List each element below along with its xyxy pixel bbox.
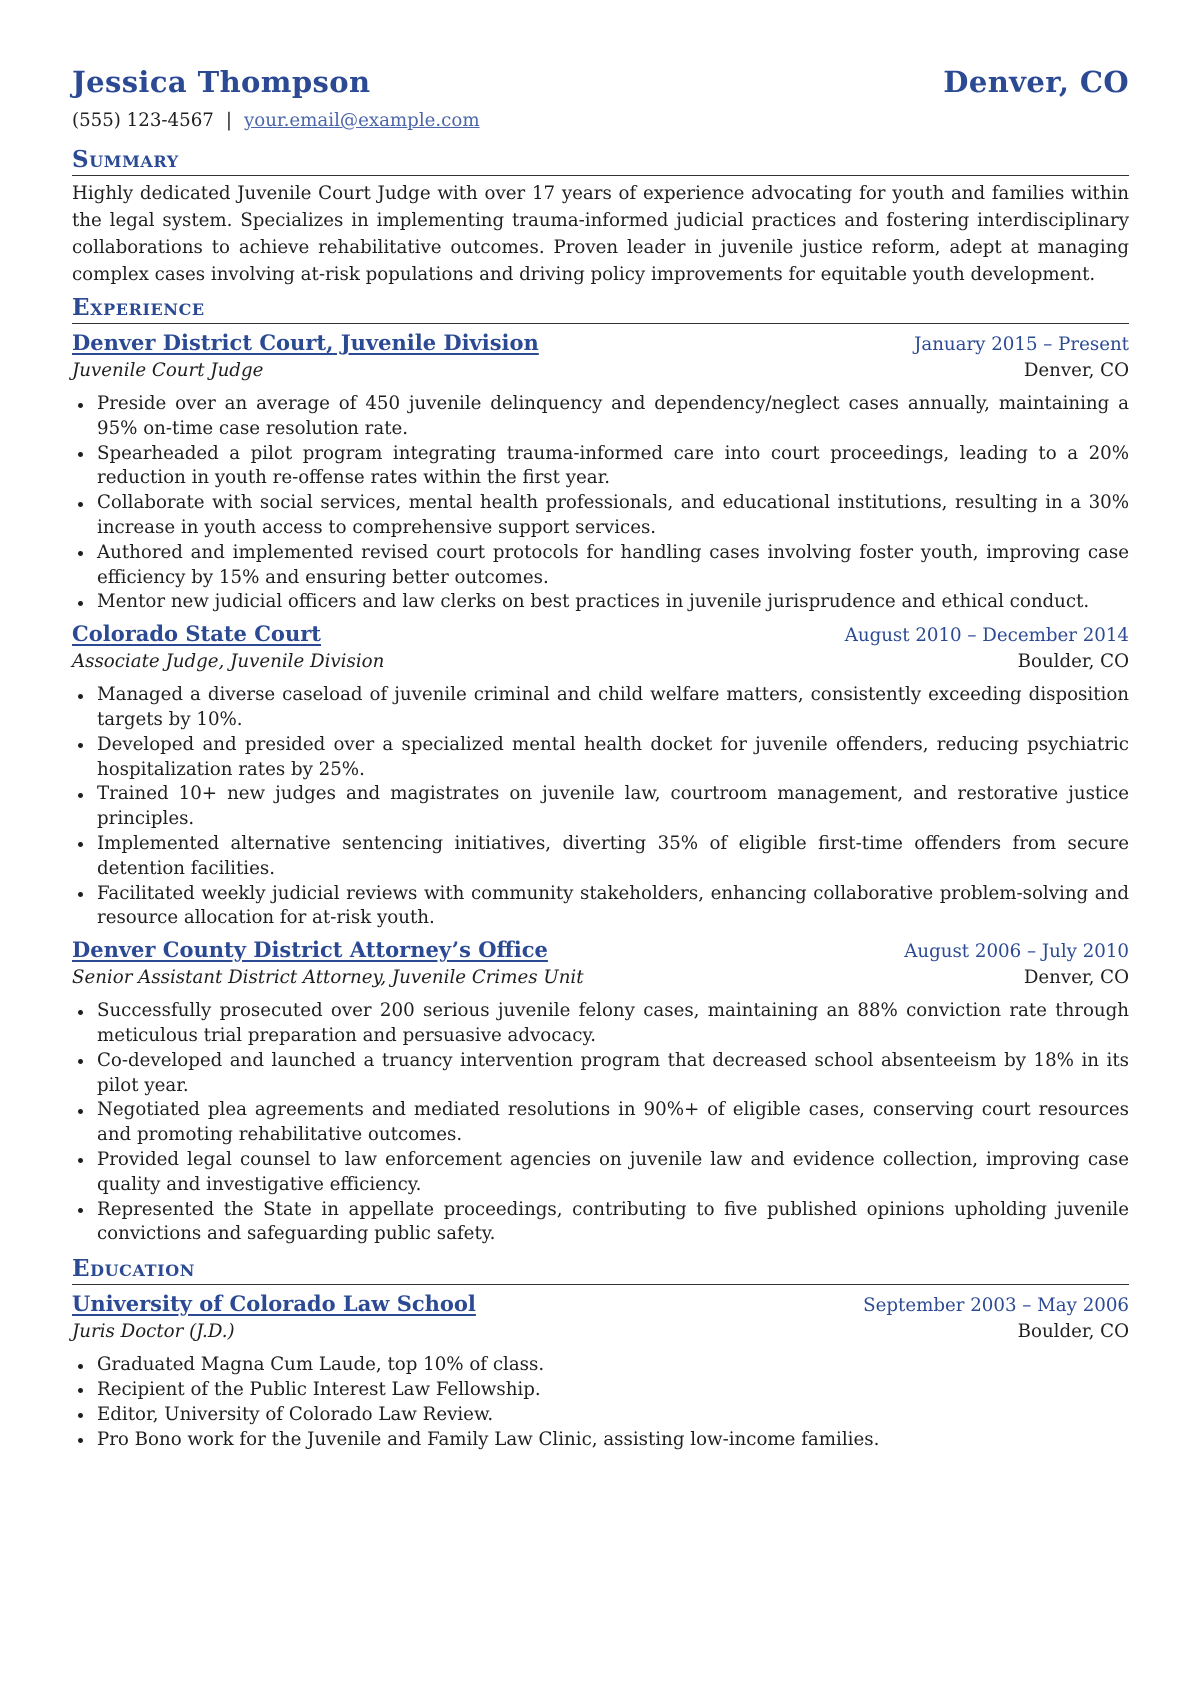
employment-dates: January 2015 – Present (914, 334, 1129, 355)
experience-entry (72, 619, 1129, 931)
achievement-list (72, 392, 1129, 615)
degree-title: Juris Doctor (J.D.) (72, 1321, 235, 1343)
achievement-item: Implemented alternative sentencing initiatives, diverting 35% of eligible first-time offenders from secure detention facilities. (72, 832, 1129, 882)
job-location: Boulder, CO (1017, 651, 1129, 673)
employer-name[interactable]: Denver District Court, Juvenile Division (72, 330, 539, 355)
achievement-item: Provided legal counsel to law enforcement agencies on juvenile law and evidence collection, improving case quality and investigative efficiency. (72, 1148, 1129, 1198)
summary-heading: Summary (72, 146, 1129, 176)
job-title: Associate Judge, Juvenile Division (72, 651, 385, 673)
resume-header (72, 62, 1129, 102)
achievement-item: Facilitated weekly judicial reviews with community stakeholders, enhancing collaborative problem-solving and resource allocation for at-risk youth. (72, 882, 1129, 932)
job-location: Denver, CO (1023, 360, 1129, 381)
achievement-item: Authored and implemented revised court protocols for handling cases involving foster youth, improving case efficiency by 15% and ensuring better outcomes. (72, 541, 1129, 591)
phone-number: (555) 123-4567 (72, 110, 214, 131)
contact-separator: | (225, 110, 232, 131)
education-item: Editor, University of Colorado Law Review. (72, 1403, 1129, 1428)
employment-dates: August 2006 – July 2010 (904, 941, 1129, 963)
experience-entry (72, 935, 1129, 1247)
achievement-list (72, 683, 1129, 931)
candidate-name: Jessica Thompson (72, 65, 371, 99)
job-title: Senior Assistant District Attorney, Juvenile Crimes Unit (72, 967, 584, 989)
achievement-item: Represented the State in appellate proceedings, contributing to five published opinions upholding juvenile convictions and safeguarding public safety. (72, 1198, 1129, 1248)
achievement-item: Collaborate with social services, mental health professionals, and educational institutions, resulting in a 30% increase in youth access to comprehensive support services. (72, 491, 1129, 541)
education-highlights (72, 1353, 1129, 1452)
job-title: Juvenile Court Judge (72, 360, 264, 381)
school-name[interactable]: University of Colorado Law School (72, 1291, 476, 1317)
achievement-item: Co-developed and launched a truancy intervention program that decreased school absenteeism by 18% in its pilot year. (72, 1049, 1129, 1099)
employer-name[interactable]: Denver County District Attorney’s Office (72, 937, 548, 963)
education-dates: September 2003 – May 2006 (863, 1295, 1129, 1317)
candidate-location: Denver, CO (943, 65, 1129, 99)
school-location: Boulder, CO (1017, 1321, 1129, 1343)
job-location: Denver, CO (1023, 967, 1129, 989)
achievement-item: Spearheaded a pilot program integrating trauma-informed care into court proceedings, leading to a 20% reduction in youth re-offense rates within the first year. (72, 442, 1129, 492)
achievement-list (72, 999, 1129, 1247)
experience-entry (72, 328, 1129, 615)
achievement-item: Preside over an average of 450 juvenile delinquency and dependency/neglect cases annually, maintaining a 95% on-time case resolution rate. (72, 392, 1129, 442)
achievement-item: Mentor new judicial officers and law clerks on best practices in juvenile jurisprudence and ethical conduct. (72, 590, 1129, 615)
achievement-item: Managed a diverse caseload of juvenile criminal and child welfare matters, consistently exceeding disposition targets by 10%. (72, 683, 1129, 733)
contact-line (72, 108, 1129, 134)
summary-text: Highly dedicated Juvenile Court Judge with over 17 years of experience advocating for youth and families within the legal system. Specializes in implementing trauma-informed judicial practices and fostering interdisciplinary collaborations to achieve rehabilitative outcomes. Proven leader in juvenile justice reform, adept at managing complex cases involving at-risk populations and driving policy improvements for equitable youth development. (72, 183, 1129, 285)
education-item: Recipient of the Public Interest Law Fellowship. (72, 1378, 1129, 1403)
education-entry (72, 1289, 1129, 1452)
achievement-item: Negotiated plea agreements and mediated resolutions in 90%+ of eligible cases, conserving court resources and promoting rehabilitative outcomes. (72, 1098, 1129, 1148)
achievement-item: Successfully prosecuted over 200 serious juvenile felony cases, maintaining an 88% conviction rate through meticulous trial preparation and persuasive advocacy. (72, 999, 1129, 1049)
experience-heading: Experience (72, 294, 1129, 324)
email-link[interactable]: your.email@example.com (243, 110, 480, 131)
education-heading: Education (72, 1255, 1129, 1285)
employment-dates: August 2010 – December 2014 (844, 625, 1129, 647)
employer-name[interactable]: Colorado State Court (72, 621, 321, 647)
achievement-item: Trained 10+ new judges and magistrates on juvenile law, courtroom management, and restorative justice principles. (72, 782, 1129, 832)
education-item: Graduated Magna Cum Laude, top 10% of class. (72, 1353, 1129, 1378)
achievement-item: Developed and presided over a specialized mental health docket for juvenile offenders, reducing psychiatric hospitalization rates by 25%. (72, 733, 1129, 783)
education-item: Pro Bono work for the Juvenile and Family Law Clinic, assisting low-income families. (72, 1428, 1129, 1453)
